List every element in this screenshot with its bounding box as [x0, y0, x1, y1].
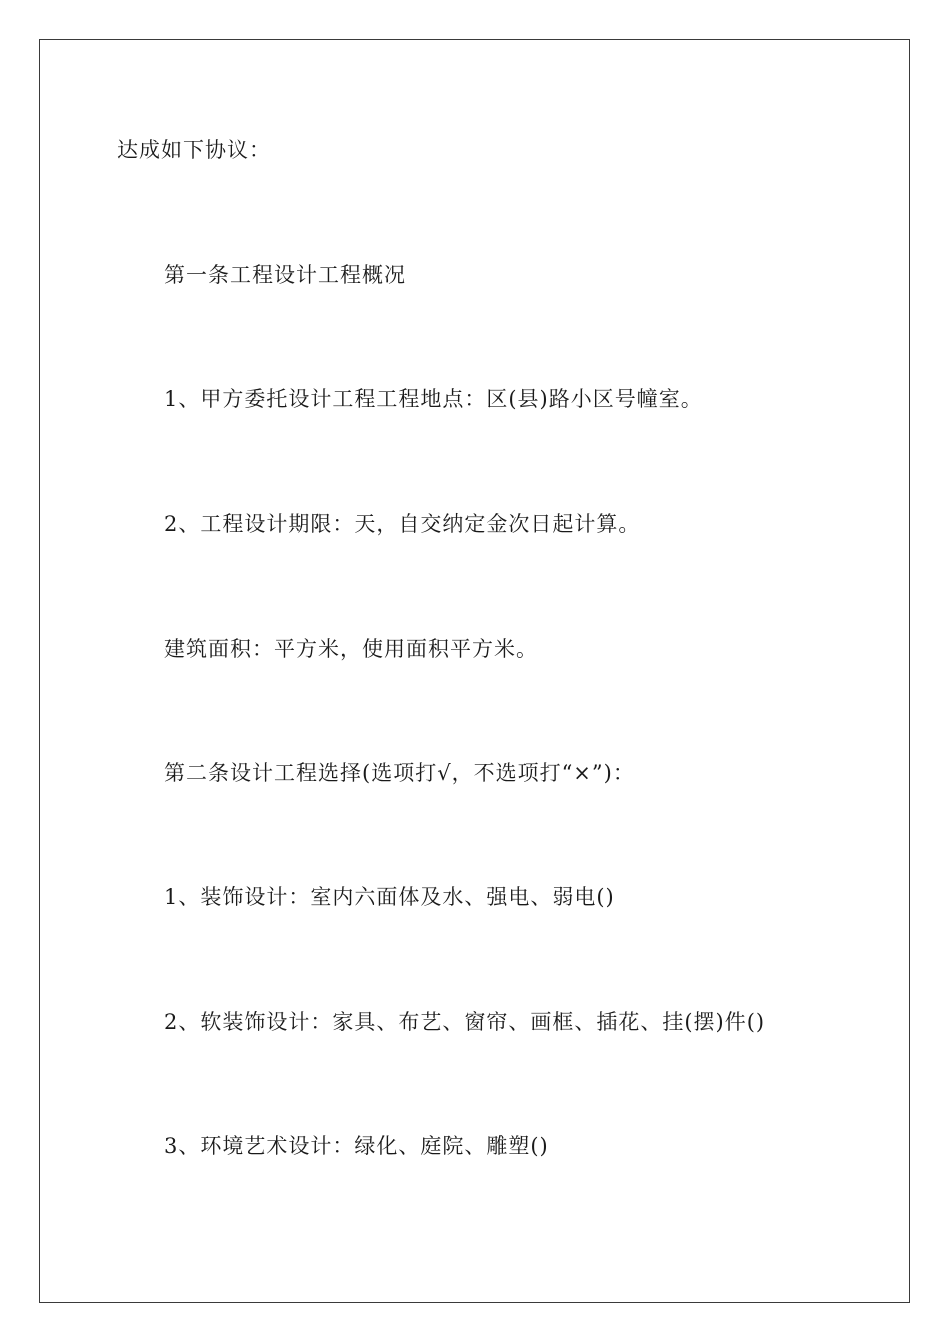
page-border [39, 39, 910, 1303]
article-2-item-2: 2、软装饰设计：家具、布艺、窗帘、画框、插花、挂(摆)件() [164, 1010, 766, 1034]
article-1-item-2: 2、工程设计期限：天，自交纳定金次日起计算。 [164, 512, 641, 536]
article-1-item-1: 1、甲方委托设计工程工程地点：区(县)路小区号幢室。 [164, 387, 703, 411]
article-2-heading: 第二条设计工程选择(选项打√，不选项打“×”)： [164, 761, 635, 785]
article-1-heading: 第一条工程设计工程概况 [164, 263, 406, 287]
building-area: 建筑面积：平方米，使用面积平方米。 [164, 637, 538, 661]
article-2-item-1: 1、装饰设计：室内六面体及水、强电、弱电() [164, 885, 615, 909]
article-2-item-3: 3、环境艺术设计：绿化、庭院、雕塑() [164, 1134, 549, 1158]
agreement-intro: 达成如下协议： [117, 138, 271, 162]
